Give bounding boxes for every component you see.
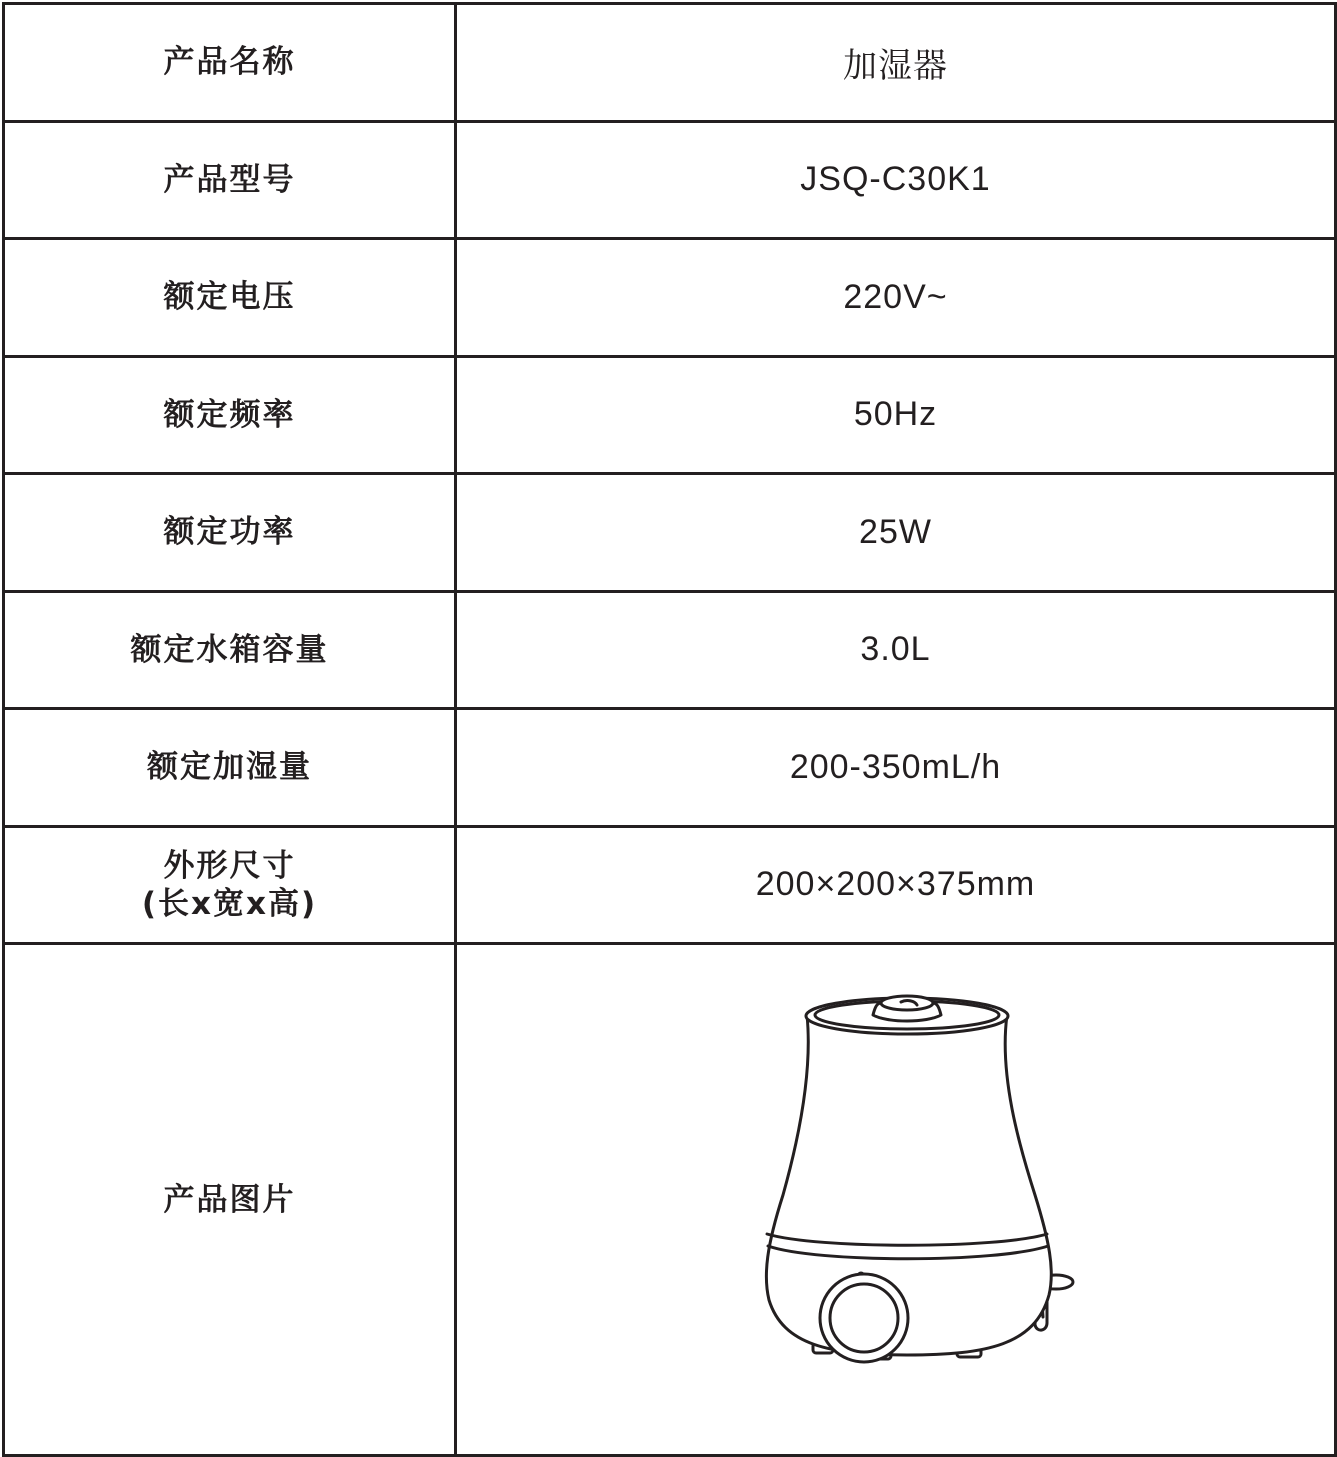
value-rated-frequency: 50Hz [456,356,1336,474]
humidifier-dial-outer [820,1274,908,1362]
row-tank-capacity [4,591,1336,709]
humidifier-drawing [457,945,1337,1454]
label-dimensions [4,826,456,944]
value-dimensions: 200×200×375mm [456,826,1336,944]
label-rated-voltage: 额定电压 [4,239,456,357]
value-rated-power: 25W [456,474,1336,592]
row-dimensions [4,826,1336,944]
value-product-name-text: 加湿器 [843,45,948,86]
row-rated-power [4,474,1336,592]
value-model: JSQ-C30K1 [456,121,1336,239]
label-dimensions-line1: 外形尺寸 [163,847,296,884]
value-product-image [456,944,1336,1456]
label-product-name: 产品名称 [4,4,456,122]
spec-table [2,2,1337,1457]
row-product-image [4,944,1336,1456]
value-tank-capacity: 3.0L [456,591,1336,709]
label-rated-power: 额定功率 [4,474,456,592]
row-model [4,121,1336,239]
row-humidification-rate [4,709,1336,827]
label-dimensions-line2: (长x宽x高) [141,885,318,922]
product-image-wrap [457,945,1337,1454]
row-product-name [4,4,1336,122]
value-humidification-rate: 200-350mL/h [456,709,1336,827]
label-model: 产品型号 [4,121,456,239]
value-product-name [456,4,1336,122]
row-rated-voltage [4,239,1336,357]
label-rated-frequency: 额定频率 [4,356,456,474]
label-product-image: 产品图片 [4,944,456,1456]
humidifier-body [766,1015,1051,1355]
label-humidification-rate: 额定加湿量 [4,709,456,827]
row-rated-frequency [4,356,1336,474]
label-tank-capacity: 额定水箱容量 [4,591,456,709]
value-rated-voltage: 220V~ [456,239,1336,357]
